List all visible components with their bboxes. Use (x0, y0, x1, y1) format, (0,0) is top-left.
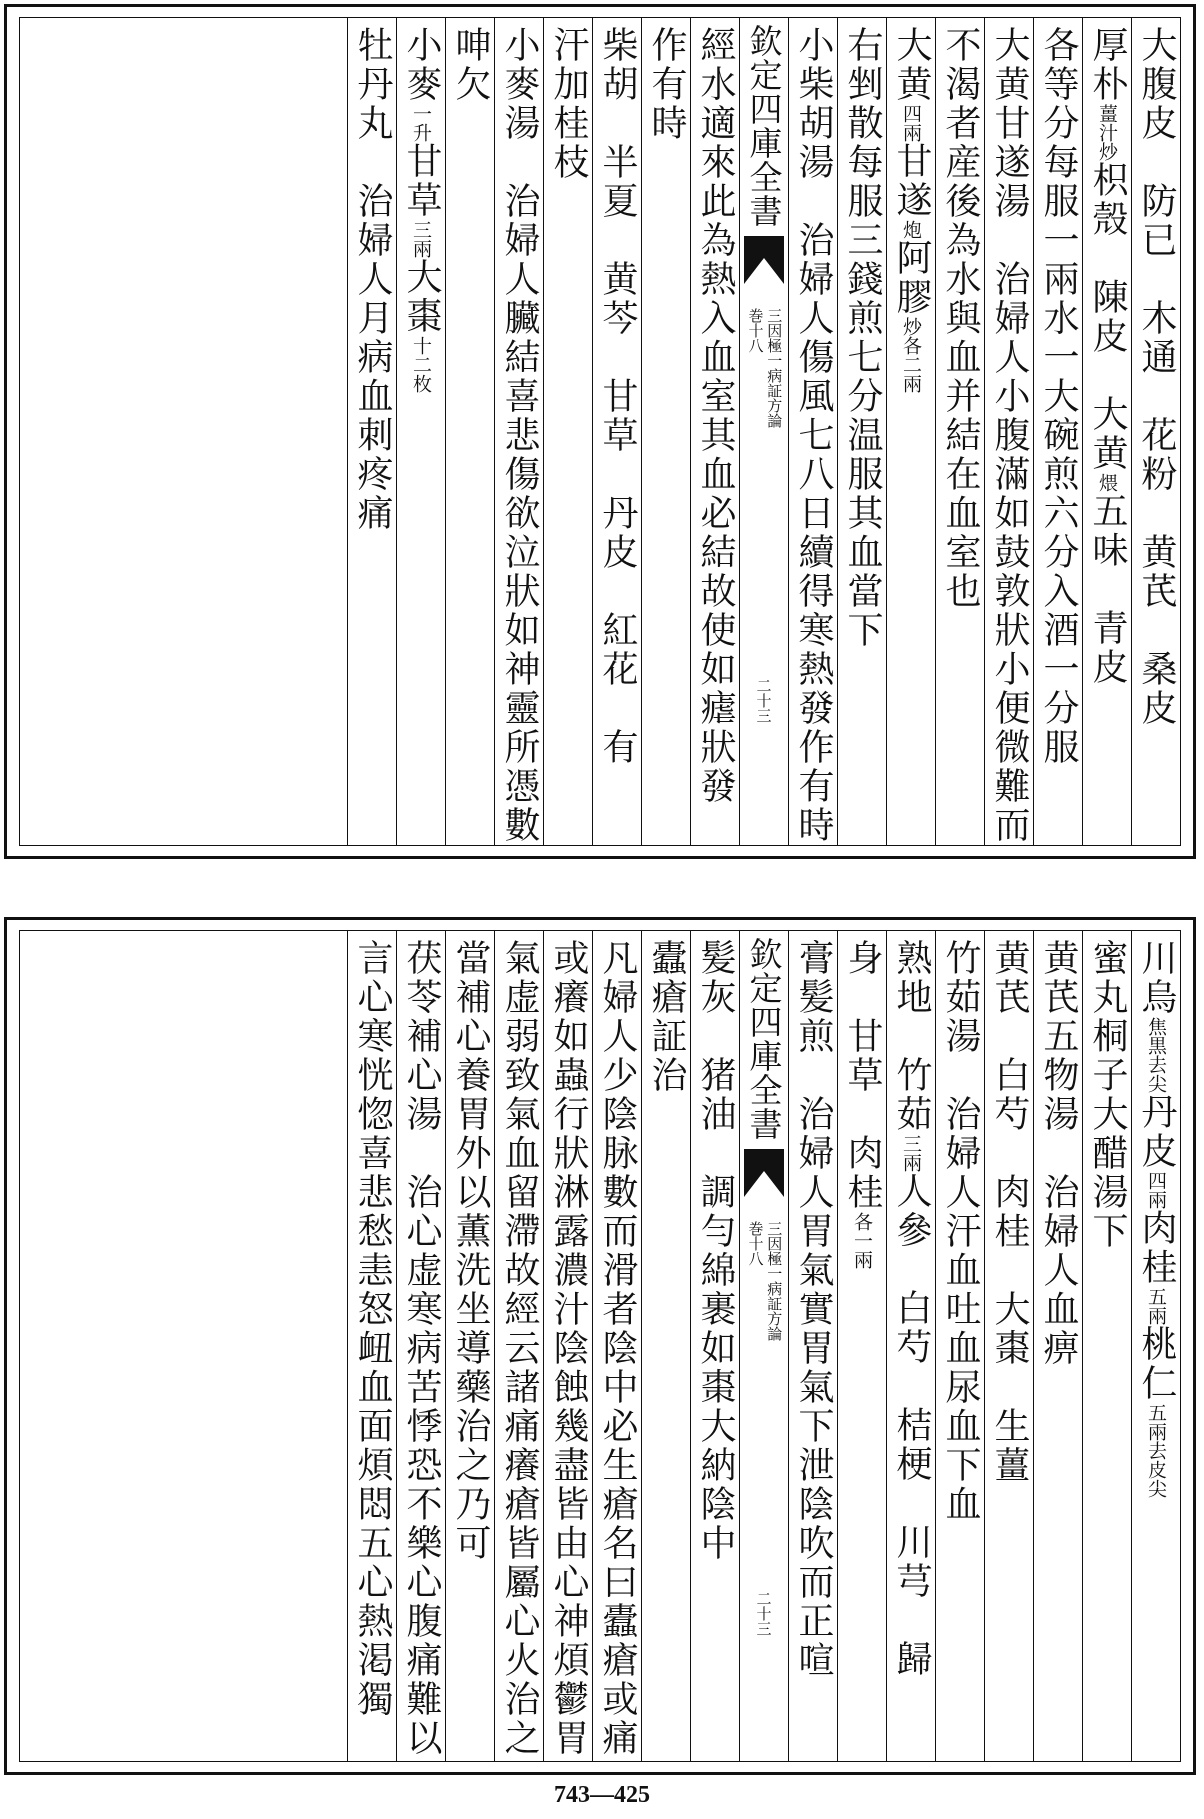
column-text (450, 26, 491, 104)
main-text: 五味 青皮 (1087, 492, 1128, 687)
text-column (1082, 931, 1131, 1761)
volume-label: 巻十八 (746, 1221, 765, 1266)
annotation-note: 四兩 (1145, 1171, 1167, 1209)
text-columns (20, 931, 1180, 1761)
column-text (793, 939, 834, 1680)
column-text (1038, 26, 1079, 767)
main-text: 髪灰 猪油 調勻綿裹如棗大納陰中 (695, 939, 736, 1563)
text-column (984, 931, 1033, 1761)
main-text: 大棗 (401, 258, 442, 336)
main-text: 厚朴 (1087, 26, 1128, 104)
text-column (788, 18, 837, 845)
column-text (352, 26, 393, 533)
page-number: 二十三 (754, 1591, 773, 1636)
text-column (396, 18, 445, 845)
volume-label: 巻十八 (746, 308, 765, 353)
text-column (641, 931, 690, 1761)
annotation-note: 一升 (410, 104, 432, 142)
column-text (450, 939, 491, 1563)
text-column (347, 18, 396, 845)
annotation-note: 三兩 (900, 1134, 922, 1172)
text-column (445, 18, 494, 845)
main-text: 桃仁 (1136, 1325, 1177, 1403)
text-column (494, 931, 543, 1761)
column-text (695, 26, 736, 806)
annotation-note: 炒各二兩 (900, 317, 922, 393)
text-column (396, 931, 445, 1761)
footer-code: 743—425 (554, 1782, 650, 1808)
book-title: 欽定四庫全書 (744, 937, 784, 1141)
annotation-note: 焦黒去尖 (1145, 1017, 1167, 1093)
text-column (1033, 931, 1082, 1761)
main-text: 阿膠 (891, 239, 932, 317)
column-text (1136, 939, 1177, 1498)
column-text (548, 939, 589, 1758)
main-text: 大腹皮 防已 木通 花粉 黄芪 桑皮 (1136, 26, 1177, 728)
text-column (543, 18, 592, 845)
column-text (940, 939, 981, 1524)
column-text (646, 26, 687, 143)
main-text: 甘草 (401, 142, 442, 220)
annotation-note: 三兩 (410, 220, 432, 258)
section-title: 三因極一病証方論 (765, 1221, 784, 1341)
main-text: 小麥湯 治婦人臟結喜悲傷欲泣狀如神靈所憑數 (499, 26, 540, 845)
main-text: 丹皮 (1136, 1093, 1177, 1171)
page-frame (19, 930, 1181, 1762)
annotation-note: 各一兩 (851, 1212, 873, 1269)
annotation-note: 四兩 (900, 104, 922, 142)
text-column (543, 931, 592, 1761)
text-column (445, 931, 494, 1761)
column-text (989, 939, 1030, 1485)
fishtail-mark (744, 1149, 784, 1197)
main-text: 小柴胡湯 治婦人傷風七八日續得寒熱發作有時 (793, 26, 834, 845)
annotation-note: 五兩 (1145, 1287, 1167, 1325)
column-text (891, 939, 932, 1679)
page-frame (19, 17, 1181, 846)
main-text: 黄芪 白芍 肉桂 大棗 生薑 (989, 939, 1030, 1485)
section-heading (747, 308, 782, 428)
main-text: 小麥 (401, 26, 442, 104)
main-text: 竹茹湯 治婦人汗血吐血尿血下血 (940, 939, 981, 1524)
main-text: 右剉散每服三錢煎七分温服其血當下 (842, 26, 883, 650)
main-text: 或癢如蟲行狀淋露濃汁陰蝕幾盡皆由心神煩鬱胃 (548, 939, 589, 1758)
annotation-note: 煨 (1096, 473, 1118, 492)
column-text (842, 939, 883, 1269)
text-column (935, 931, 984, 1761)
column-text (1136, 26, 1177, 728)
text-column (1131, 931, 1180, 1761)
main-text: 熟地 竹茹 (891, 939, 932, 1134)
column-text (646, 939, 687, 1095)
main-text: 茯苓補心湯 治心虚寒病苦悸恐不樂心腹痛難以 (401, 939, 442, 1758)
main-text: 作有時 (646, 26, 687, 143)
text-column (788, 931, 837, 1761)
text-column (1033, 18, 1082, 845)
column-text (1087, 26, 1128, 687)
column-text (548, 26, 589, 182)
text-column (935, 18, 984, 845)
text-column (886, 18, 935, 845)
text-column (837, 18, 886, 845)
column-text (401, 26, 442, 393)
column-text (891, 26, 932, 393)
main-text: 牡丹丸 治婦人月病血刺疼痛 (352, 26, 393, 533)
text-column (984, 18, 1033, 845)
center-fold (739, 931, 788, 1761)
text-column (690, 931, 739, 1761)
annotation-note: 薑汁炒 (1096, 104, 1118, 161)
text-column (1082, 18, 1131, 845)
main-text: 經水適來此為熱入血室其血必結故使如瘧狀發 (695, 26, 736, 806)
text-column (886, 931, 935, 1761)
text-column (592, 18, 641, 845)
column-text (597, 939, 638, 1758)
fishtail-mark (744, 236, 784, 284)
column-text (793, 26, 834, 845)
main-text: 蜜丸桐子大醋湯下 (1087, 939, 1128, 1251)
main-text: 身 甘草 肉桂 (842, 939, 883, 1212)
main-text: 各等分每服一兩水一大碗煎六分入酒一分服 (1038, 26, 1079, 767)
annotation-note: 十二枚 (410, 336, 432, 393)
text-columns (20, 18, 1180, 845)
column-text (597, 26, 638, 767)
main-text: 甘遂 (891, 142, 932, 220)
main-text: 言心寒恍惚喜悲愁恚怒衄血面煩悶五心熱渇獨 (352, 939, 393, 1719)
text-column (837, 931, 886, 1761)
text-column (494, 18, 543, 845)
main-text: 當補心養胃外以薫洗坐導藥治之乃可 (450, 939, 491, 1563)
main-text: 枳殼 陳皮 大黄 (1087, 161, 1128, 473)
column-text (940, 26, 981, 611)
column-text (401, 939, 442, 1758)
column-text (842, 26, 883, 650)
main-text: 黄芪五物湯 治婦人血痹 (1038, 939, 1079, 1368)
section-heading (747, 1221, 782, 1341)
main-text: 膏髪煎 治婦人胃氣實胃氣下泄陰吹而正喧 (793, 939, 834, 1680)
main-text: 人參 白芍 桔梗 川芎 歸 (891, 1172, 932, 1679)
main-text: 肉桂 (1136, 1209, 1177, 1287)
book-title: 欽定四庫全書 (744, 24, 784, 228)
main-text: 大黄 (891, 26, 932, 104)
main-text: 呻欠 (450, 26, 491, 104)
page-bottom (4, 917, 1196, 1775)
main-text: 汗加桂枝 (548, 26, 589, 182)
column-text (695, 939, 736, 1563)
main-text: 不渴者産後為水與血并結在血室也 (940, 26, 981, 611)
main-text: 蠹瘡証治 (646, 939, 687, 1095)
main-text: 大黄甘遂湯 治婦人小腹滿如鼓敦狀小便微難而 (989, 26, 1030, 845)
column-text (989, 26, 1030, 845)
column-text (352, 939, 393, 1719)
text-column (1131, 18, 1180, 845)
main-text: 氣虚弱致氣血留滯故經云諸痛癢瘡皆屬心火治之 (499, 939, 540, 1758)
center-fold (739, 18, 788, 845)
annotation-note: 炮 (900, 220, 922, 239)
column-text (1038, 939, 1079, 1368)
page-top (4, 4, 1196, 859)
main-text: 川烏 (1136, 939, 1177, 1017)
text-column (690, 18, 739, 845)
main-text: 柴胡 半夏 黄芩 甘草 丹皮 紅花 有 (597, 26, 638, 767)
annotation-note: 五兩去皮尖 (1145, 1403, 1167, 1498)
text-column (347, 931, 396, 1761)
page-number: 二十三 (754, 678, 773, 723)
column-text (499, 939, 540, 1758)
text-column (641, 18, 690, 845)
main-text: 凡婦人少陰脉數而滑者陰中必生瘡名曰蠹瘡或痛 (597, 939, 638, 1758)
section-title: 三因極一病証方論 (765, 308, 784, 428)
column-text (499, 26, 540, 845)
column-text (1087, 939, 1128, 1251)
text-column (592, 931, 641, 1761)
